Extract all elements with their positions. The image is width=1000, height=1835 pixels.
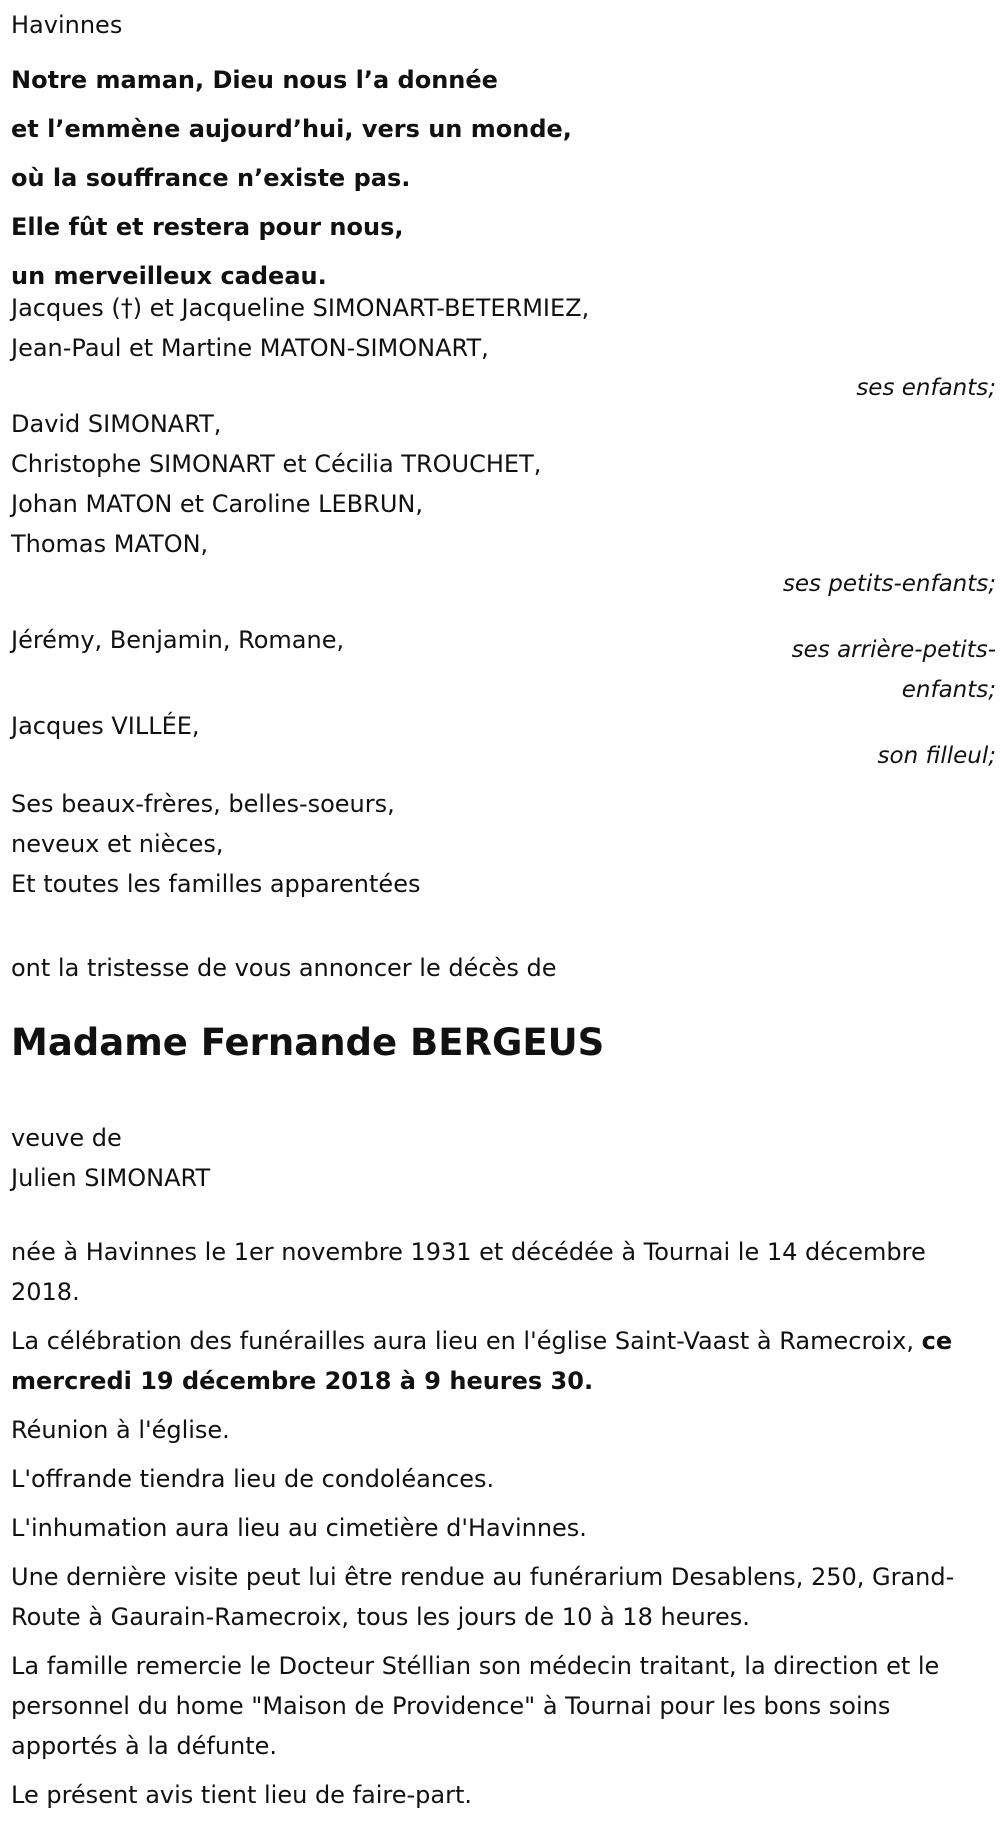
thanks-text: La famille remercie le Docteur Stéllian son médecin traitant, la direction et le personnel du home "Maison de Providence" à Tournai pour les bons soins apportés à la défunte. <box>11 1652 940 1760</box>
ceremony-intro: La célébration des funérailles aura lieu en l'église Saint-Vaast à Ramecroix, <box>11 1327 922 1355</box>
notice-text: Le présent avis tient lieu de faire-part. <box>11 1781 473 1809</box>
poem <box>11 56 572 301</box>
family-line: Jacques (†) et Jacqueline SIMONART-BETERMIEZ, <box>11 294 590 322</box>
poem-line: où la souffrance n’existe pas. <box>11 164 411 192</box>
ceremony-datetime: ce mercredi 19 décembre 2018 à 9 heures 30. <box>11 1327 953 1395</box>
ceremony-text <box>11 1321 986 1401</box>
family-line: neveux et nièces, <box>11 830 224 858</box>
deceased-name: Madame Fernande BERGEUS <box>11 1021 605 1064</box>
announcement-text: ont la tristesse de vous annoncer le décès de <box>11 954 557 982</box>
family-group-others <box>11 784 996 904</box>
poem-line: un merveilleux cadeau. <box>11 262 327 290</box>
family-line: Jérémy, Benjamin, Romane, <box>11 626 345 654</box>
widow-of <box>11 1118 210 1198</box>
family-list <box>11 294 996 904</box>
family-line: Johan MATON et Caroline LEBRUN, <box>11 490 423 518</box>
family-line: Jean-Paul et Martine MATON-SIMONART, <box>11 334 489 362</box>
family-line: Ses beaux-frères, belles-soeurs, <box>11 790 395 818</box>
relationship-label: ses petits-enfants; <box>782 571 996 597</box>
relationship-label: son filleul; <box>877 743 996 769</box>
family-line: Christophe SIMONART et Cécilia TROUCHET, <box>11 450 542 478</box>
visit-text: Une dernière visite peut lui être rendue au funérarium Desablens, 250, Grand-Route à Gaurain-Ramecroix, tous les jours de 10 à 18 heures. <box>11 1563 955 1631</box>
poem-line: Notre maman, Dieu nous l’a donnée <box>11 66 498 94</box>
relationship-label: ses enfants; <box>856 375 996 401</box>
funeral-details <box>11 1232 986 1824</box>
relationship-label-line: enfants; <box>901 677 996 703</box>
birth-death-text: née à Havinnes le 1er novembre 1931 et décédée à Tournai le 14 décembre 2018. <box>11 1238 926 1306</box>
poem-line: Elle fût et restera pour nous, <box>11 213 404 241</box>
meeting-text: Réunion à l'église. <box>11 1416 230 1444</box>
family-group-great-grandchildren <box>11 620 996 710</box>
burial-text: L'inhumation aura lieu au cimetière d'Havinnes. <box>11 1514 587 1542</box>
family-line: Jacques VILLÉE, <box>11 712 200 740</box>
town-name: Havinnes <box>11 11 123 39</box>
family-line: David SIMONART, <box>11 410 222 438</box>
family-group-children <box>11 288 996 408</box>
family-group-grandchildren <box>11 404 996 604</box>
offering-text: L'offrande tiendra lieu de condoléances. <box>11 1465 495 1493</box>
family-line: Et toutes les familles apparentées <box>11 870 421 898</box>
spouse-name: Julien SIMONART <box>11 1164 211 1192</box>
widow-label: veuve de <box>11 1124 122 1152</box>
poem-line: et l’emmène aujourd’hui, vers un monde, <box>11 115 572 143</box>
family-group-godson <box>11 710 996 776</box>
relationship-label-line: ses arrière-petits- <box>791 637 996 663</box>
family-line: Thomas MATON, <box>11 530 209 558</box>
